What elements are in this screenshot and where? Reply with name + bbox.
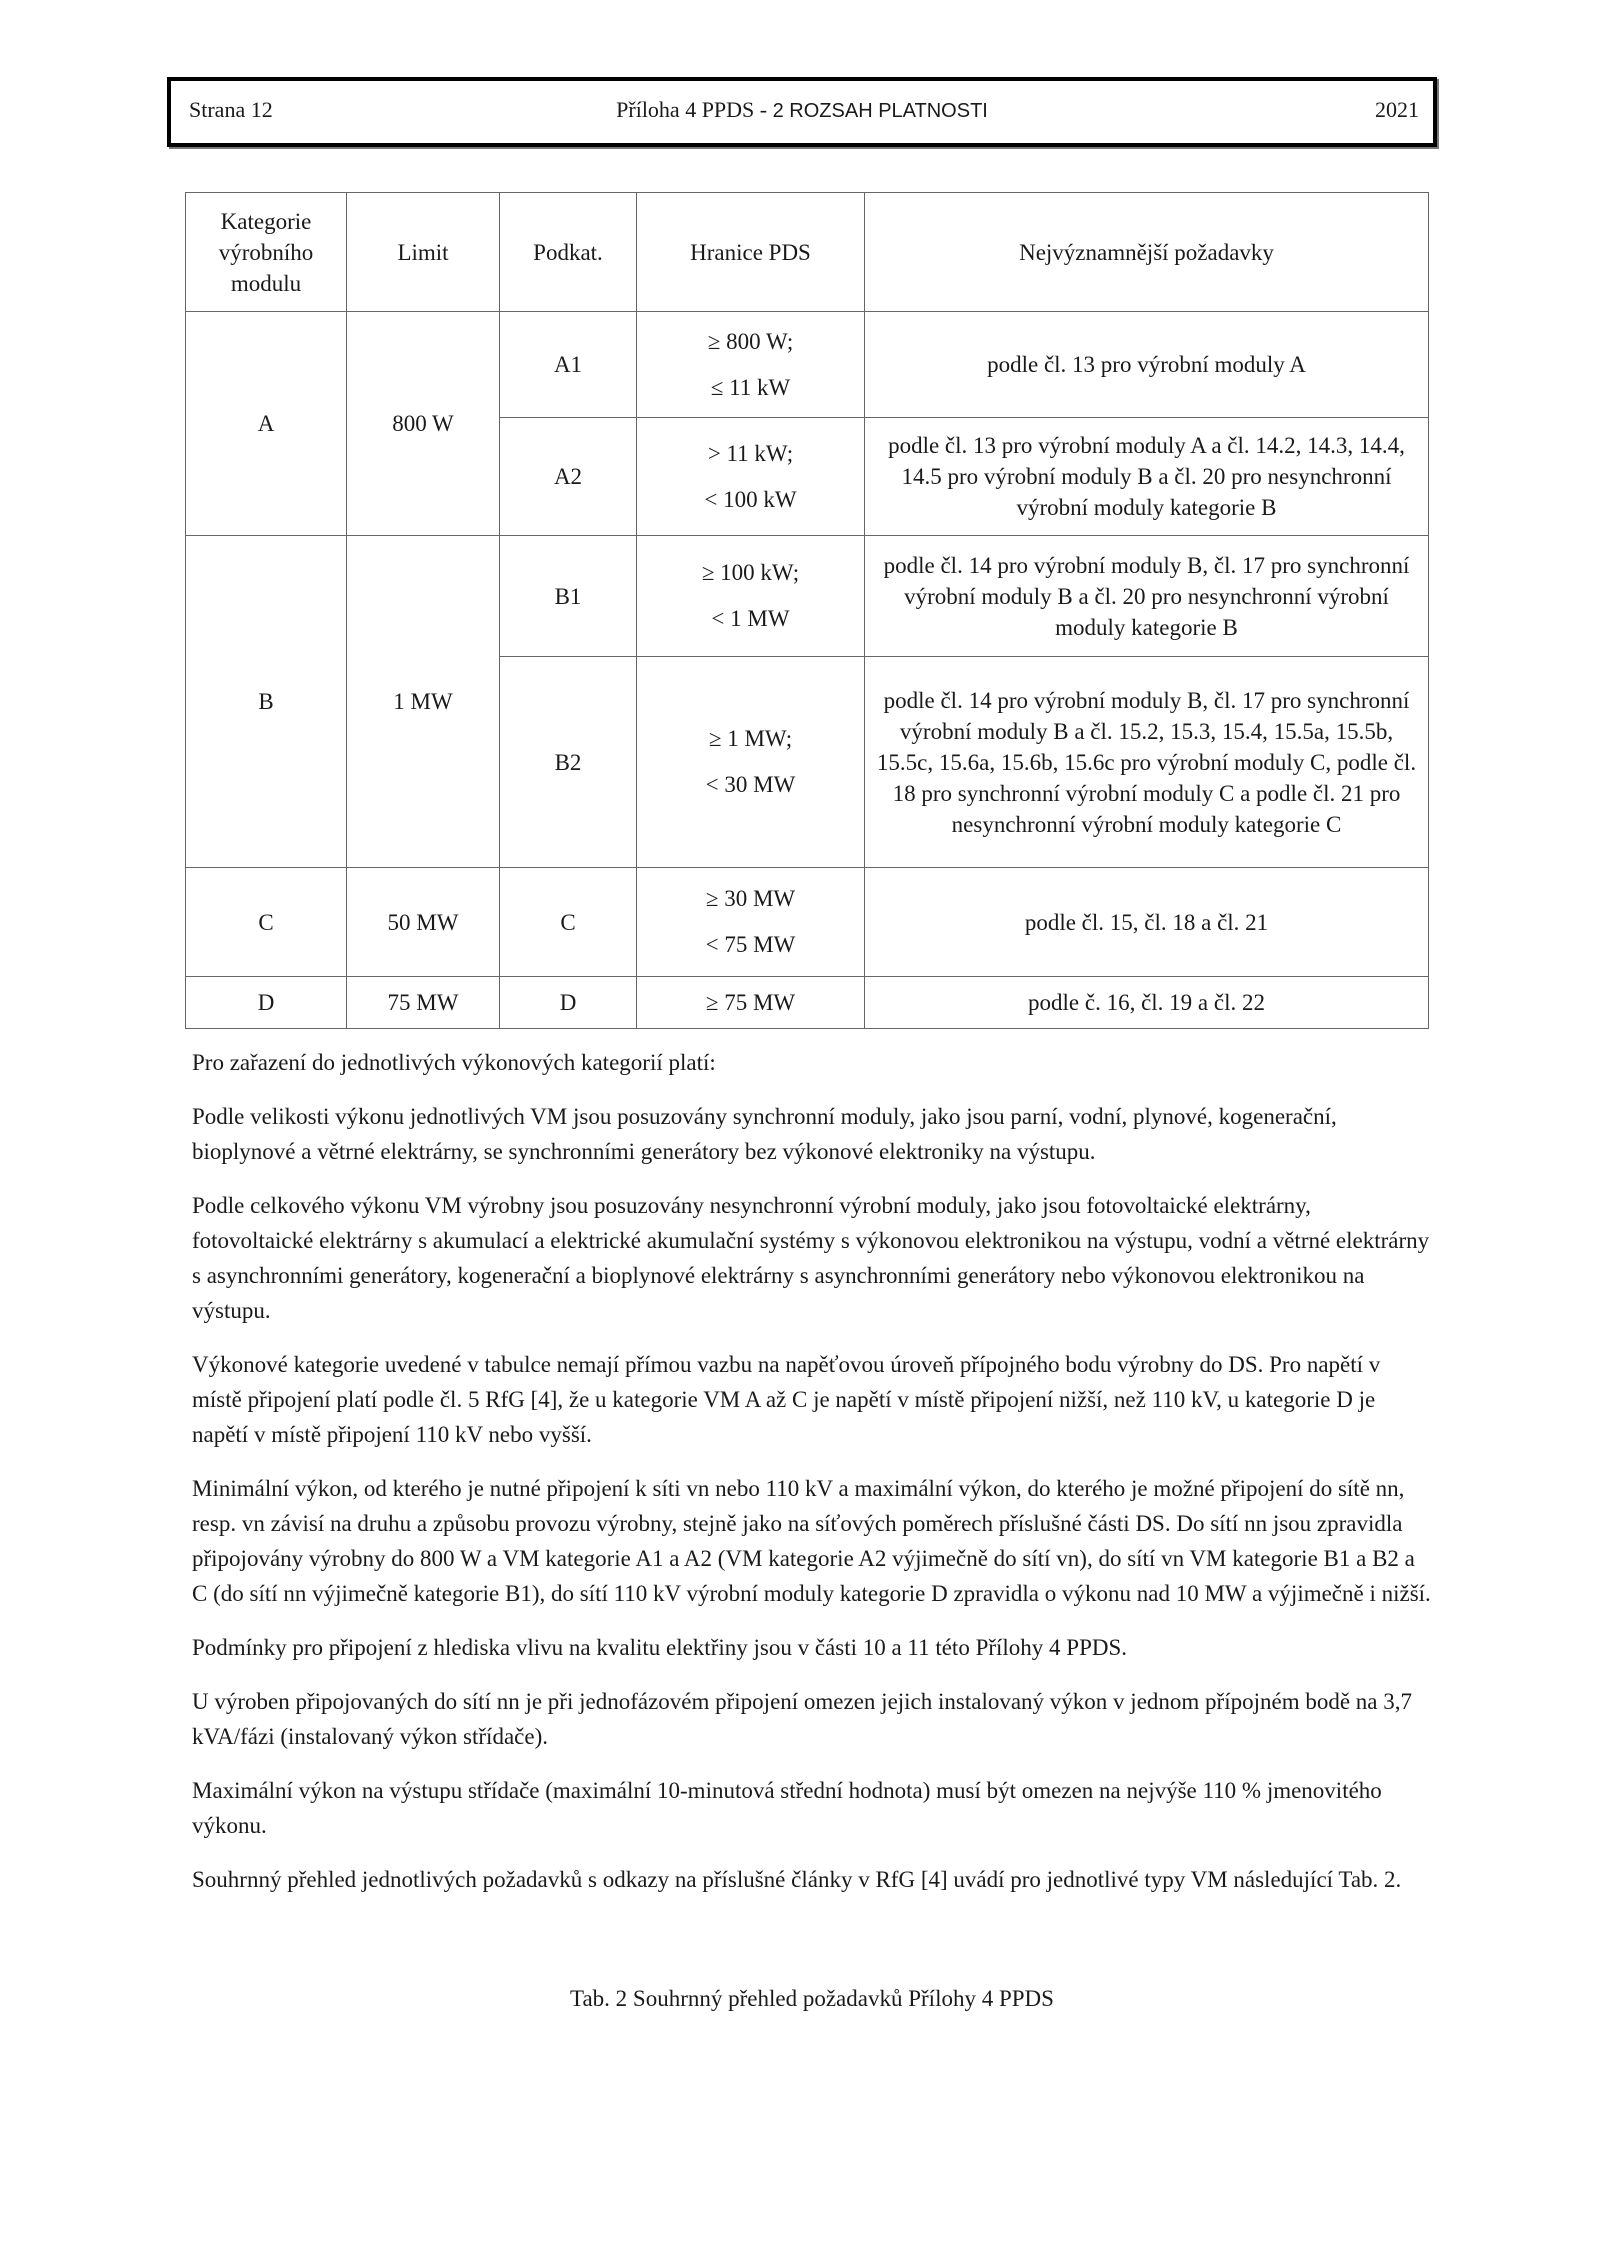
requirements-cell: podle čl. 14 pro výrobní moduly B, čl. 17 pro synchronní výrobní moduly B a čl. 15.2, 15.3, 15.4, 15.5a, 15.5b, 15.5c, 15.6a, 15.6b, 15.6c pro výrobní moduly C, podle čl. 18 pro synchronní výrobní moduly C a podle čl. 21 pro nesynchronní výrobní moduly kategorie C (865, 657, 1429, 868)
table-header-row (186, 193, 1429, 312)
range-lower: ≥ 800 W; (707, 328, 794, 354)
paragraph: Minimální výkon, od kterého je nutné připojení k síti vn nebo 110 kV a maximální výkon, do kterého je možné připojení do sítě nn, resp. vn závisí na druhu a způsobu provozu výrobny, stejně jako na síťových poměrech příslušné části DS. Do sítí nn jsou zpravidla připojovány výrobny do 800 W a VM kategorie A1 a A2 (VM kategorie A2 výjimečně do sítí vn), do sítí vn VM kategorie B1 a B2 a C (do sítí nn výjimečně kategorie B1), do sítí 110 kV výrobní moduly kategorie D zpravidla o výkonu nad 10 MW a výjimečně i nižší. (192, 1476, 1431, 1606)
range-lower: ≥ 1 MW; (708, 726, 793, 751)
paragraph: Podle celkového výkonu VM výrobny jsou posuzovány nesynchronní výrobní moduly, jako jsou fotovoltaické elektrárny, fotovoltaické elektrárny s akumulací a elektrické akumulační systémy s výkonovou elektronikou na výstupu, vodní a větrné elektrárny s asynchronními generátory, kogenerační a bioplynové elektrárny s asynchronními generátory nebo výkonovou elektronikou na výstupu. (192, 1193, 1430, 1323)
table-row (186, 868, 1429, 977)
table-caption: Tab. 2 Souhrnný přehled požadavků Přílohy 4 PPDS (570, 1986, 1054, 2011)
page-number: Strana 12 (189, 97, 273, 122)
category-table (185, 192, 1429, 1029)
range-cell (637, 536, 865, 657)
range-upper: < 75 MW (705, 932, 796, 957)
category-cell: B (186, 536, 347, 868)
table-row (186, 536, 1429, 657)
header-year: 2021 (1375, 97, 1419, 122)
requirements-cell: podle č. 16, čl. 19 a čl. 22 (865, 977, 1429, 1029)
body-text (192, 1045, 1432, 1916)
requirements-cell: podle čl. 13 pro výrobní moduly A a čl. 14.2, 14.3, 14.4, 14.5 pro výrobní moduly B a čl. 20 pro nesynchronní výrobní moduly kategorie B (865, 418, 1429, 536)
limit-cell: 75 MW (347, 977, 500, 1029)
range-lower: > 11 kW; (707, 440, 794, 466)
category-cell: A (186, 312, 347, 536)
column-header: Kategorie výrobního modulu (186, 193, 347, 312)
requirements-cell: podle čl. 13 pro výrobní moduly A (865, 312, 1429, 418)
range-cell (637, 418, 865, 536)
requirements-cell: podle čl. 14 pro výrobní moduly B, čl. 17 pro synchronní výrobní moduly B a čl. 20 pro nesynchronní výrobní moduly kategorie B (865, 536, 1429, 657)
subcategory-cell: B2 (500, 657, 637, 868)
paragraph: U výroben připojovaných do sítí nn je při jednofázovém připojení omezen jejich instalovaný výkon v jednom přípojném bodě na 3,7 kVA/fázi (instalovaný výkon střídače). (192, 1689, 1412, 1749)
limit-cell: 800 W (347, 312, 500, 536)
table-row (186, 312, 1429, 418)
paragraph: Podmínky pro připojení z hlediska vlivu na kvalitu elektřiny jsou v části 10 a 11 této Přílohy 4 PPDS. (192, 1635, 1128, 1660)
range-cell (637, 868, 865, 977)
range-upper: < 1 MW (711, 606, 790, 631)
range-upper: ≤ 11 kW (710, 374, 791, 400)
subcategory-cell: D (500, 977, 637, 1029)
paragraph: Podle velikosti výkonu jednotlivých VM jsou posuzovány synchronní moduly, jako jsou parní, vodní, plynové, kogenerační, bioplynové a větrné elektrárny, se synchronními generátory bez výkonové elektroniky na výstupu. (192, 1104, 1337, 1164)
limit-cell: 1 MW (347, 536, 500, 868)
range-cell (637, 657, 865, 868)
page-header (167, 77, 1437, 147)
header-title-prefix: Příloha 4 PPDS - (616, 97, 773, 122)
limit-cell: 50 MW (347, 868, 500, 977)
subcategory-cell: B1 (500, 536, 637, 657)
header-section: 2 ROZSAH PLATNOSTI (772, 100, 988, 122)
header-title (171, 97, 1433, 123)
range-cell (637, 312, 865, 418)
range-lower: ≥ 100 kW; (701, 560, 800, 585)
column-header: Limit (347, 193, 500, 312)
requirements-cell: podle čl. 15, čl. 18 a čl. 21 (865, 868, 1429, 977)
subcategory-cell: C (500, 868, 637, 977)
range-upper: < 100 kW (704, 486, 797, 512)
category-cell: D (186, 977, 347, 1029)
category-cell: C (186, 868, 347, 977)
column-header: Podkat. (500, 193, 637, 312)
range-cell: ≥ 75 MW (637, 977, 865, 1029)
paragraph: Souhrnný přehled jednotlivých požadavků s odkazy na příslušné články v RfG [4] uvádí pro jednotlivé typy VM následující Tab. 2. (192, 1867, 1402, 1892)
subcategory-cell: A1 (500, 312, 637, 418)
subcategory-cell: A2 (500, 418, 637, 536)
column-header: Hranice PDS (637, 193, 865, 312)
column-header: Nejvýznamnější požadavky (865, 193, 1429, 312)
range-upper: < 30 MW (705, 772, 796, 797)
paragraph: Výkonové kategorie uvedené v tabulce nemají přímou vazbu na napěťovou úroveň přípojného bodu výrobny do DS. Pro napětí v místě připojení platí podle čl. 5 RfG [4], že u kategorie VM A až C je napětí v místě připojení nižší, než 110 kV, u kategorie D je napětí v místě připojení 110 kV nebo vyšší. (192, 1352, 1381, 1447)
paragraph: Maximální výkon na výstupu střídače (maximální 10-minutová střední hodnota) musí být omezen na nejvýše 110 % jmenovitého výkonu. (192, 1778, 1382, 1838)
paragraph: Pro zařazení do jednotlivých výkonových kategorií platí: (192, 1050, 716, 1075)
range-lower: ≥ 30 MW (705, 886, 796, 911)
table-row (186, 977, 1429, 1029)
